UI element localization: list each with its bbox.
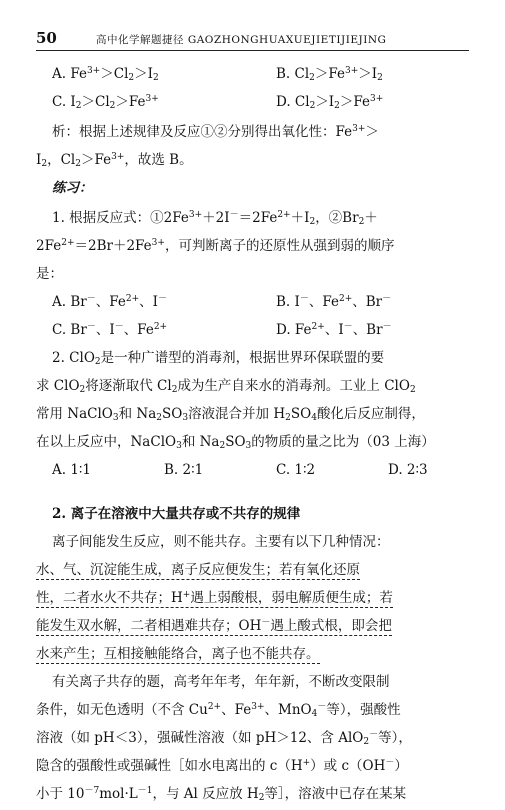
answer-option: D. $Fe^{2+}$、I－、Br－ [276,322,392,338]
text-line: 2. 离子在溶液中大量共存或不共存的规律 [52,506,301,522]
text-line: 2. ClO$_2$是一种广谱型的消毒剂，根据世界环保联盟的要 [52,350,385,367]
answer-option: B. I－、$Fe^{2+}$、Br－ [276,294,392,310]
answer-option: D. $Cl_2>I_2>Fe^{3+}$ [276,94,384,111]
text-line: 有关离子共存的题，高考年年考，年年新，不断改变限制 [52,674,390,690]
text-line: 求 ClO$_2$将逐渐取代 $Cl_2$成为生产自来水的消毒剂。工业上 ClO$_2$ [36,378,416,395]
answer-option: A. 1∶1 [52,462,92,478]
text-line: 常用 NaClO$_3$和 $Na_2SO_3$溶液混合并加 $H_2SO_4$酸化后反应制得， [36,406,425,423]
text-line: 练习： [52,180,93,196]
text-line: $2Fe^{2+}=2Br+2Fe^{3+}$，可判断离子的还原性从强到弱的顺序 [36,238,395,254]
answer-option: B. $Cl_2>Fe^{3+}>I_2$ [276,66,383,83]
answer-option: D. 2∶3 [388,462,428,478]
answer-option: B. 2∶1 [164,462,204,478]
text-line: 能发生双水解，二者相遇难共存；OH－遇上酸式根，即会把 [36,618,392,634]
text-line: 在以上反应中，NaClO$_3$和 $Na_2SO_3$的物质的量之比为（03 上海） [36,434,435,451]
text-line [52,88,469,116]
page-number: 50 [36,29,57,47]
text-line: 水来产生；互相接触能络合，离子也不能共存。 [36,646,320,662]
text-line: 隐含的强酸性或强碱性［如水电离出的 c（H+）或 c（OH－） [36,758,408,774]
text-line: 溶液（如 pH＜3），强碱性溶液（如 pH＞12、含 AlO$_2$－等）， [36,730,412,747]
text-line: 小于 $10^{-7}mol\cdot L^{-1}$，与 Al 反应放 $H_2$等］，溶液中已存在某某 [36,786,407,803]
text-line [52,456,469,484]
text-line: 1. 根据反应式：$①2Fe^{3+}+2I^-=2Fe^{2+}+I_2$，$②Br_2+$ [52,210,378,227]
text-line [52,60,469,88]
answer-option: C. $I_2>Cl_2>Fe^{3+}$ [52,94,159,111]
answer-option: A. Br－、$Fe^{2+}$、I－ [52,294,167,310]
text-line [52,288,469,316]
text-line: 性，二者水火不共存；H+遇上弱酸根，弱电解质便生成；若 [36,590,393,606]
page-header [36,28,469,51]
text-line [52,316,469,344]
answer-option: C. 1∶2 [276,462,316,478]
text-line: 是： [36,266,63,282]
answer-option: C. Br－、I－、$Fe^{2+}$ [52,322,168,338]
text-line: 离子间能发生反应，则不能共存。主要有以下几种情况： [52,534,390,550]
text-line: $I_2$，$Cl_2>Fe^{3+}$，故选 B。 [36,152,193,169]
text-line: 水、气、沉淀能生成，离子反应便发生；若有氧化还原 [36,562,360,578]
running-title: 高中化学解题捷径 GAOZHONGHUAXUEJIETIJIEJING [96,34,387,46]
answer-option: A. $Fe^{3+}>Cl_2>I_2$ [52,66,159,83]
text-line: 析：根据上述规律及反应①②分别得出氧化性：$Fe^{3+}>$ [52,124,379,140]
text-line: 条件，如无色透明（不含 $Cu^{2+}$、$Fe^{3+}$、MnO$_4$－等），强酸性 [36,702,401,719]
